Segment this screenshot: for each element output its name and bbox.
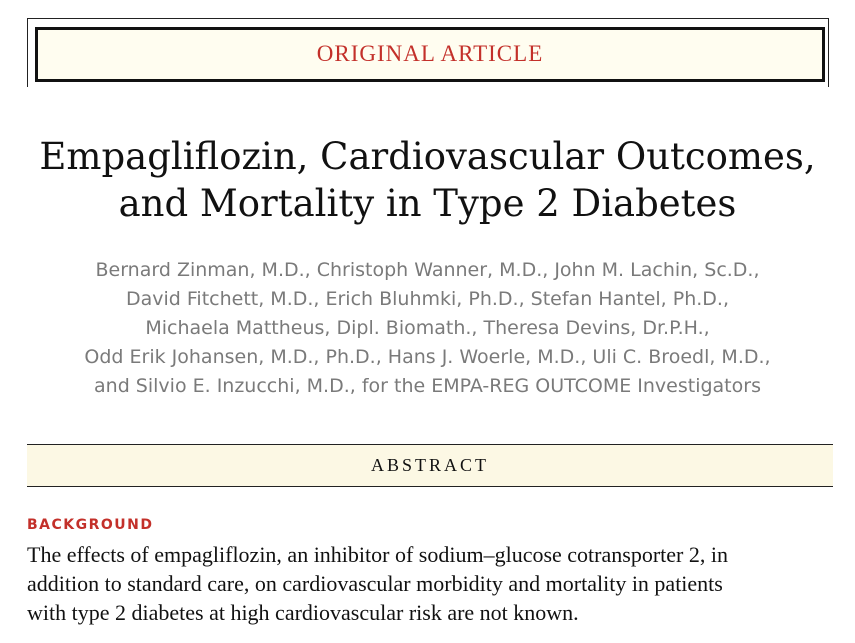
article-title: [0, 133, 855, 227]
author-list: [0, 256, 855, 401]
author-line: and Silvio E. Inzucchi, M.D., for the EMPA-REG OUTCOME Investigators: [94, 375, 761, 397]
paragraph-line: addition to standard care, on cardiovascular morbidity and mortality in patients: [27, 571, 723, 596]
title-line: Empagliflozin, Cardiovascular Outcomes,: [39, 135, 816, 178]
background-heading: BACKGROUND: [27, 517, 154, 533]
abstract-band: [27, 444, 833, 487]
author-line: David Fitchett, M.D., Erich Bluhmki, Ph.D., Stefan Hantel, Ph.D.,: [125, 288, 730, 310]
title-line: and Mortality in Type 2 Diabetes: [118, 182, 737, 225]
author-line: Bernard Zinman, M.D., Christoph Wanner, M.D., John M. Lachin, Sc.D.,: [95, 259, 760, 281]
author-line: Odd Erik Johansen, M.D., Ph.D., Hans J. Woerle, M.D., Uli C. Broedl, M.D.,: [84, 346, 771, 368]
article-type-label: ORIGINAL ARTICLE: [316, 40, 544, 66]
paragraph-line: with type 2 diabetes at high cardiovascular risk are not known.: [27, 600, 579, 625]
paragraph-line: The effects of empagliflozin, an inhibitor of sodium–glucose cotransporter 2, in: [27, 542, 728, 567]
author-line: Michaela Mattheus, Dipl. Biomath., Theresa Devins, Dr.P.H.,: [145, 317, 710, 339]
article-type-banner: [35, 27, 825, 82]
background-paragraph: [27, 540, 835, 627]
abstract-heading: ABSTRACT: [370, 455, 490, 475]
